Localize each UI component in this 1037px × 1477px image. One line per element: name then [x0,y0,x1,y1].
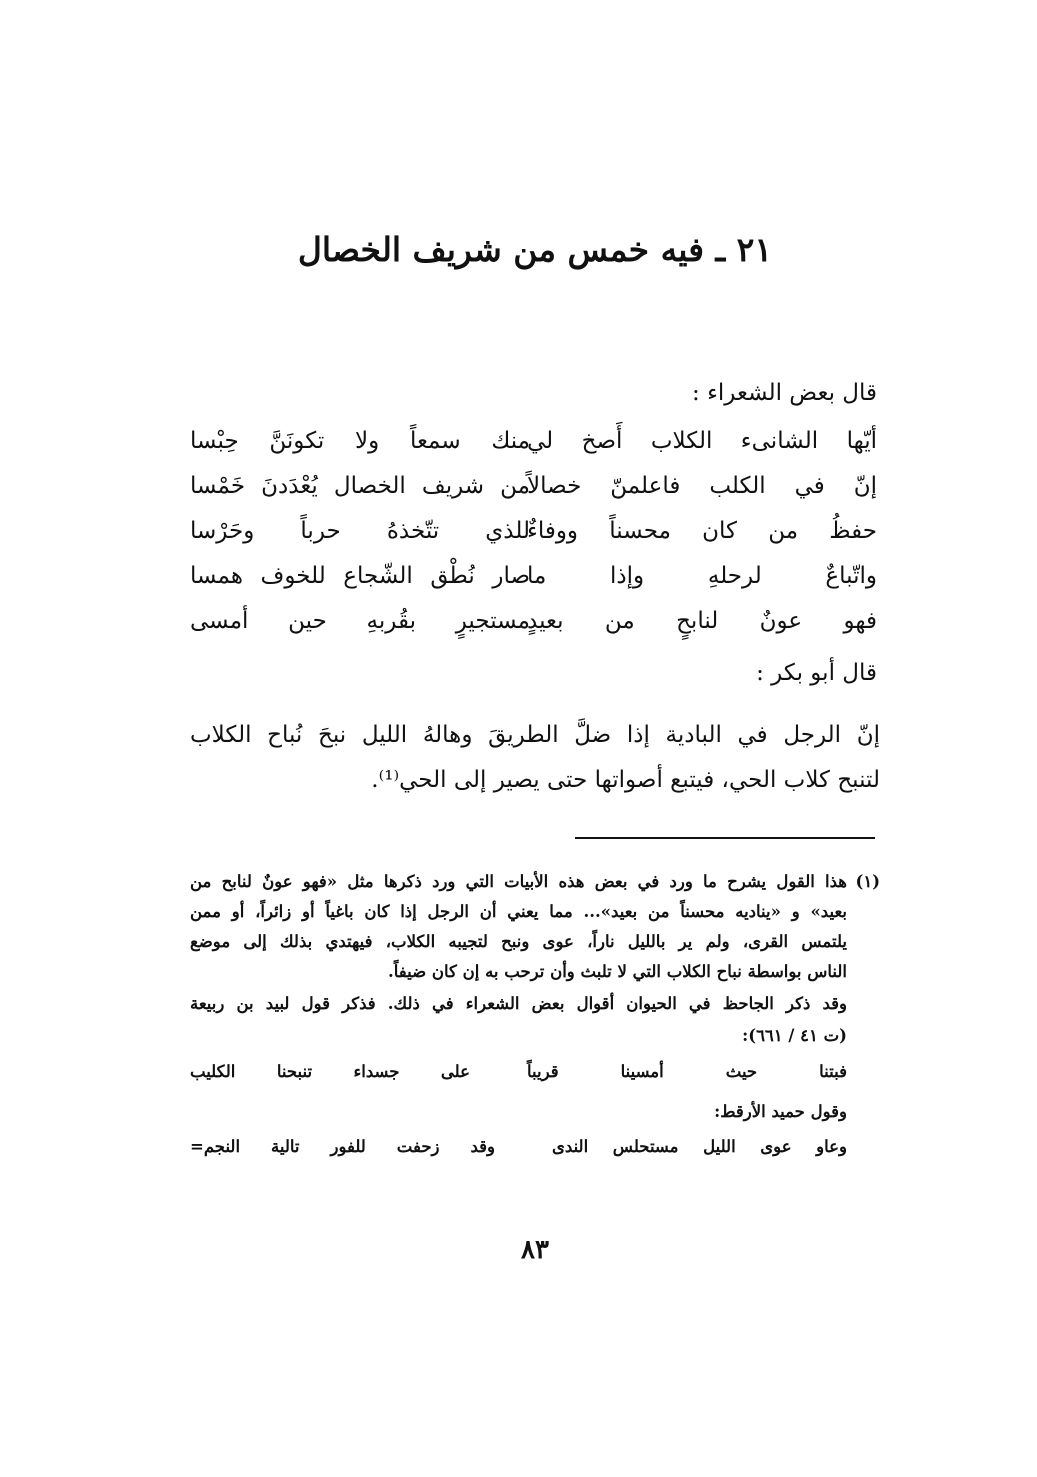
prose-line-1: إنّ الرجل في البادية إذا ضلَّ الطريقَ وهالهُ الليل نبحَ نُباح الكلاب [190,722,880,748]
footnote-divider [575,837,875,839]
footnote-line: (ت ٤١ / ٦٦١): [742,1026,847,1045]
footnote-verse-2-first: وعاو عوى الليل مستحلس الندى [552,1137,847,1156]
verse-2-first: إنّ في الكلب فاعلمنّ خصالاً [527,473,877,499]
verse-1-second: منك سمعاً ولا تكونَنَّ حِبْسا [190,428,530,454]
verse-5-second: مستجيرٍ بقُربهِ حين أمسى [190,608,530,634]
verse-3-second: للذي تتّخذهُ حرباً وحَرْسا [190,518,530,544]
footnote-line: هذا القول يشرح ما ورد في بعض هذه الأبيات التي ورد ذكرها مثل «فهو عونٌ لنابح من [190,872,847,891]
verse-3-first: حفظُ من كان محسناً ووفاءٌ [527,518,877,544]
prose-line-2: لتنبح كلاب الحي، فيتبع أصواتها حتى يصير إلى الحي⁽¹⁾. [371,767,880,793]
footnote-verse-2-second: وقد زحفت للفور تالية النجم= [190,1137,495,1156]
footnote-line: يلتمس القرى، ولم ير بالليل ناراً، عوى ونبح لتجيبه الكلاب، فيهتدي بذلك إلى موضع [190,932,847,951]
verse-4-second: صار نُطْق الشّجاع للخوف همسا [190,563,530,589]
speaker-abu-bakr: قال أبو بكر : [756,660,877,686]
footnote-line: بعيد» و «يناديه محسناً من بعيد»... مما يعني أن الرجل إذا كان باغياً أو زائراً، أو ممن [190,902,847,921]
verse-1-first: أيّها الشانىء الكلاب أَصخ لي [527,428,877,454]
footnote-line: الناس بواسطة نباح الكلاب التي لا تلبث وأن ترحب به إن كان ضيفاً. [388,962,847,981]
poem-intro: قال بعض الشعراء : [692,380,877,406]
footnote-marker: (١) [855,872,880,891]
verse-5-first: فهو عونٌ لنابحٍ من بعيدٍ [527,608,877,634]
verse-4-first: واتّباعٌ لرحلهِ وإذا ما [527,563,877,589]
chapter-title: ٢١ ـ فيه خمس من شريف الخصال [297,230,773,269]
footnote-verse-1-second: على جسداء تنبحنا الكليب [190,1062,470,1081]
page-number: ٨٣ [521,1235,549,1265]
footnote-line: وقد ذكر الجاحظ في الحيوان أقوال بعض الشعراء في ذلك. فذكر قول لبيد بن ربيعة [190,994,847,1013]
footnote-verse-1-first: فبتنا حيث أمسينا قريباً [527,1062,847,1081]
verse-2-second: من شريف الخصال يُعْدَدنَ خَمْسا [190,473,530,499]
footnote-intro-2: وقول حميد الأرقط: [714,1102,847,1121]
